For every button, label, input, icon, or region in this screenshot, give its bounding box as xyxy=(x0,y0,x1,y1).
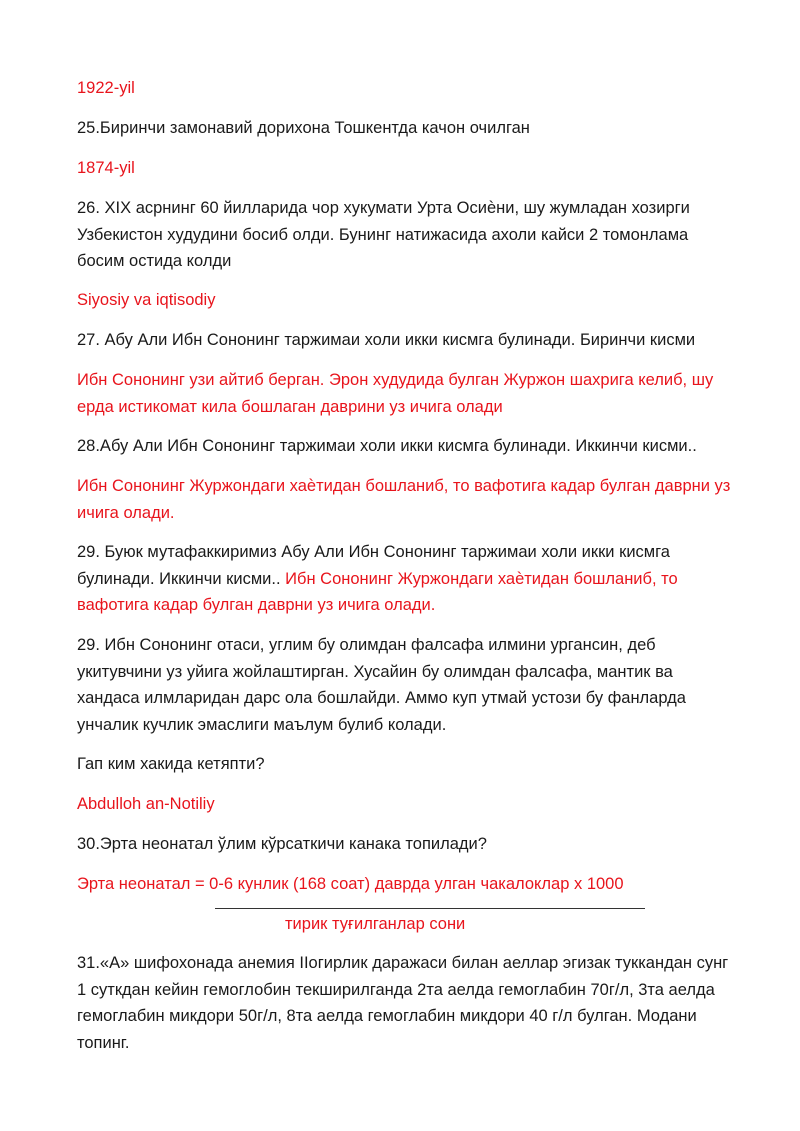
question-26: 26. XIX асрнинг 60 йилларида чор хукумати Урта Осиѐни, шу жумладан хозирги Узбекистон худудини босиб олди. Бунинг натижасида ахоли кайси 2 томонлама босим остида колди xyxy=(77,199,690,270)
answer-29-first: Ибн Сононинг Журжондаги хаѐтидан бошланиб, то вафотига кадар булган даврни уз ичига олади. xyxy=(77,569,678,614)
formula-denominator: тирик туғилганлар сони xyxy=(285,915,466,933)
answer-27: Ибн Сононинг узи айтиб берган. Эрон худудида булган Журжон шахрига келиб, шу ерда истикомат кила бошлаган даврини уз ичига олади xyxy=(77,371,714,416)
answer-28: Ибн Сононинг Журжондаги хаѐтидан бошланиб, то вафотига кадар булган даврни уз ичига олади. xyxy=(77,477,731,522)
question-29-second-prompt: Гап ким хакида кетяпти? xyxy=(77,755,265,773)
question-30: 30.Эрта неонатал ўлим кўрсаткичи канака топилади? xyxy=(77,835,487,853)
answer-25: 1874-yil xyxy=(77,159,135,177)
question-29-second: 29. Ибн Сононинг отаси, углим бу олимдан фалсафа илмини ургансин, деб укитувчини уз уйига жойлаштирган. Хусайин бу олимдан фалсафа, мантик ва хандаса илмларидан дарс ола бошлайди. Аммо куп утмай устози бу фанларда унчалик кучлик эмаслиги маълум булиб колади. xyxy=(77,636,686,734)
question-29-first-text: 29. Буюк мутафаккиримиз Абу Али Ибн Сононинг таржимаи холи икки кисмга булинади. Иккинчи кисми.. xyxy=(77,543,670,588)
answer-29-second: Abdulloh an-Notiliy xyxy=(77,795,215,813)
question-27: 27. Абу Али Ибн Сононинг таржимаи холи икки кисмга булинади. Биринчи кисми xyxy=(77,331,696,349)
formula-numerator: Эрта неонатал = 0-6 кунлик (168 соат) даврда улган чакалоклар х 1000 xyxy=(77,875,624,893)
answer-26: Siyosiy va iqtisodiy xyxy=(77,291,216,309)
answer-24: 1922-yil xyxy=(77,79,135,97)
question-29-first xyxy=(77,539,737,619)
question-31: 31.«A» шифохонада анемия IIогирлик даражаси билан аеллар эгизак туккандан сунг 1 суткдан кейин гемоглобин текширилганда 2та аелда гемоглабин 70г/л, 3та аелда гемоглабин микдори 50г/л, 8та аелда гемоглабин микдори 40 г/л булган. Модани топинг. xyxy=(77,954,729,1052)
question-25: 25.Биринчи замонавий дорихона Тошкентда качон очилган xyxy=(77,119,530,137)
question-28: 28.Абу Али Ибн Сононинг таржимаи холи икки кисмга булинади. Иккинчи кисми.. xyxy=(77,437,697,455)
fraction-line xyxy=(215,908,645,909)
